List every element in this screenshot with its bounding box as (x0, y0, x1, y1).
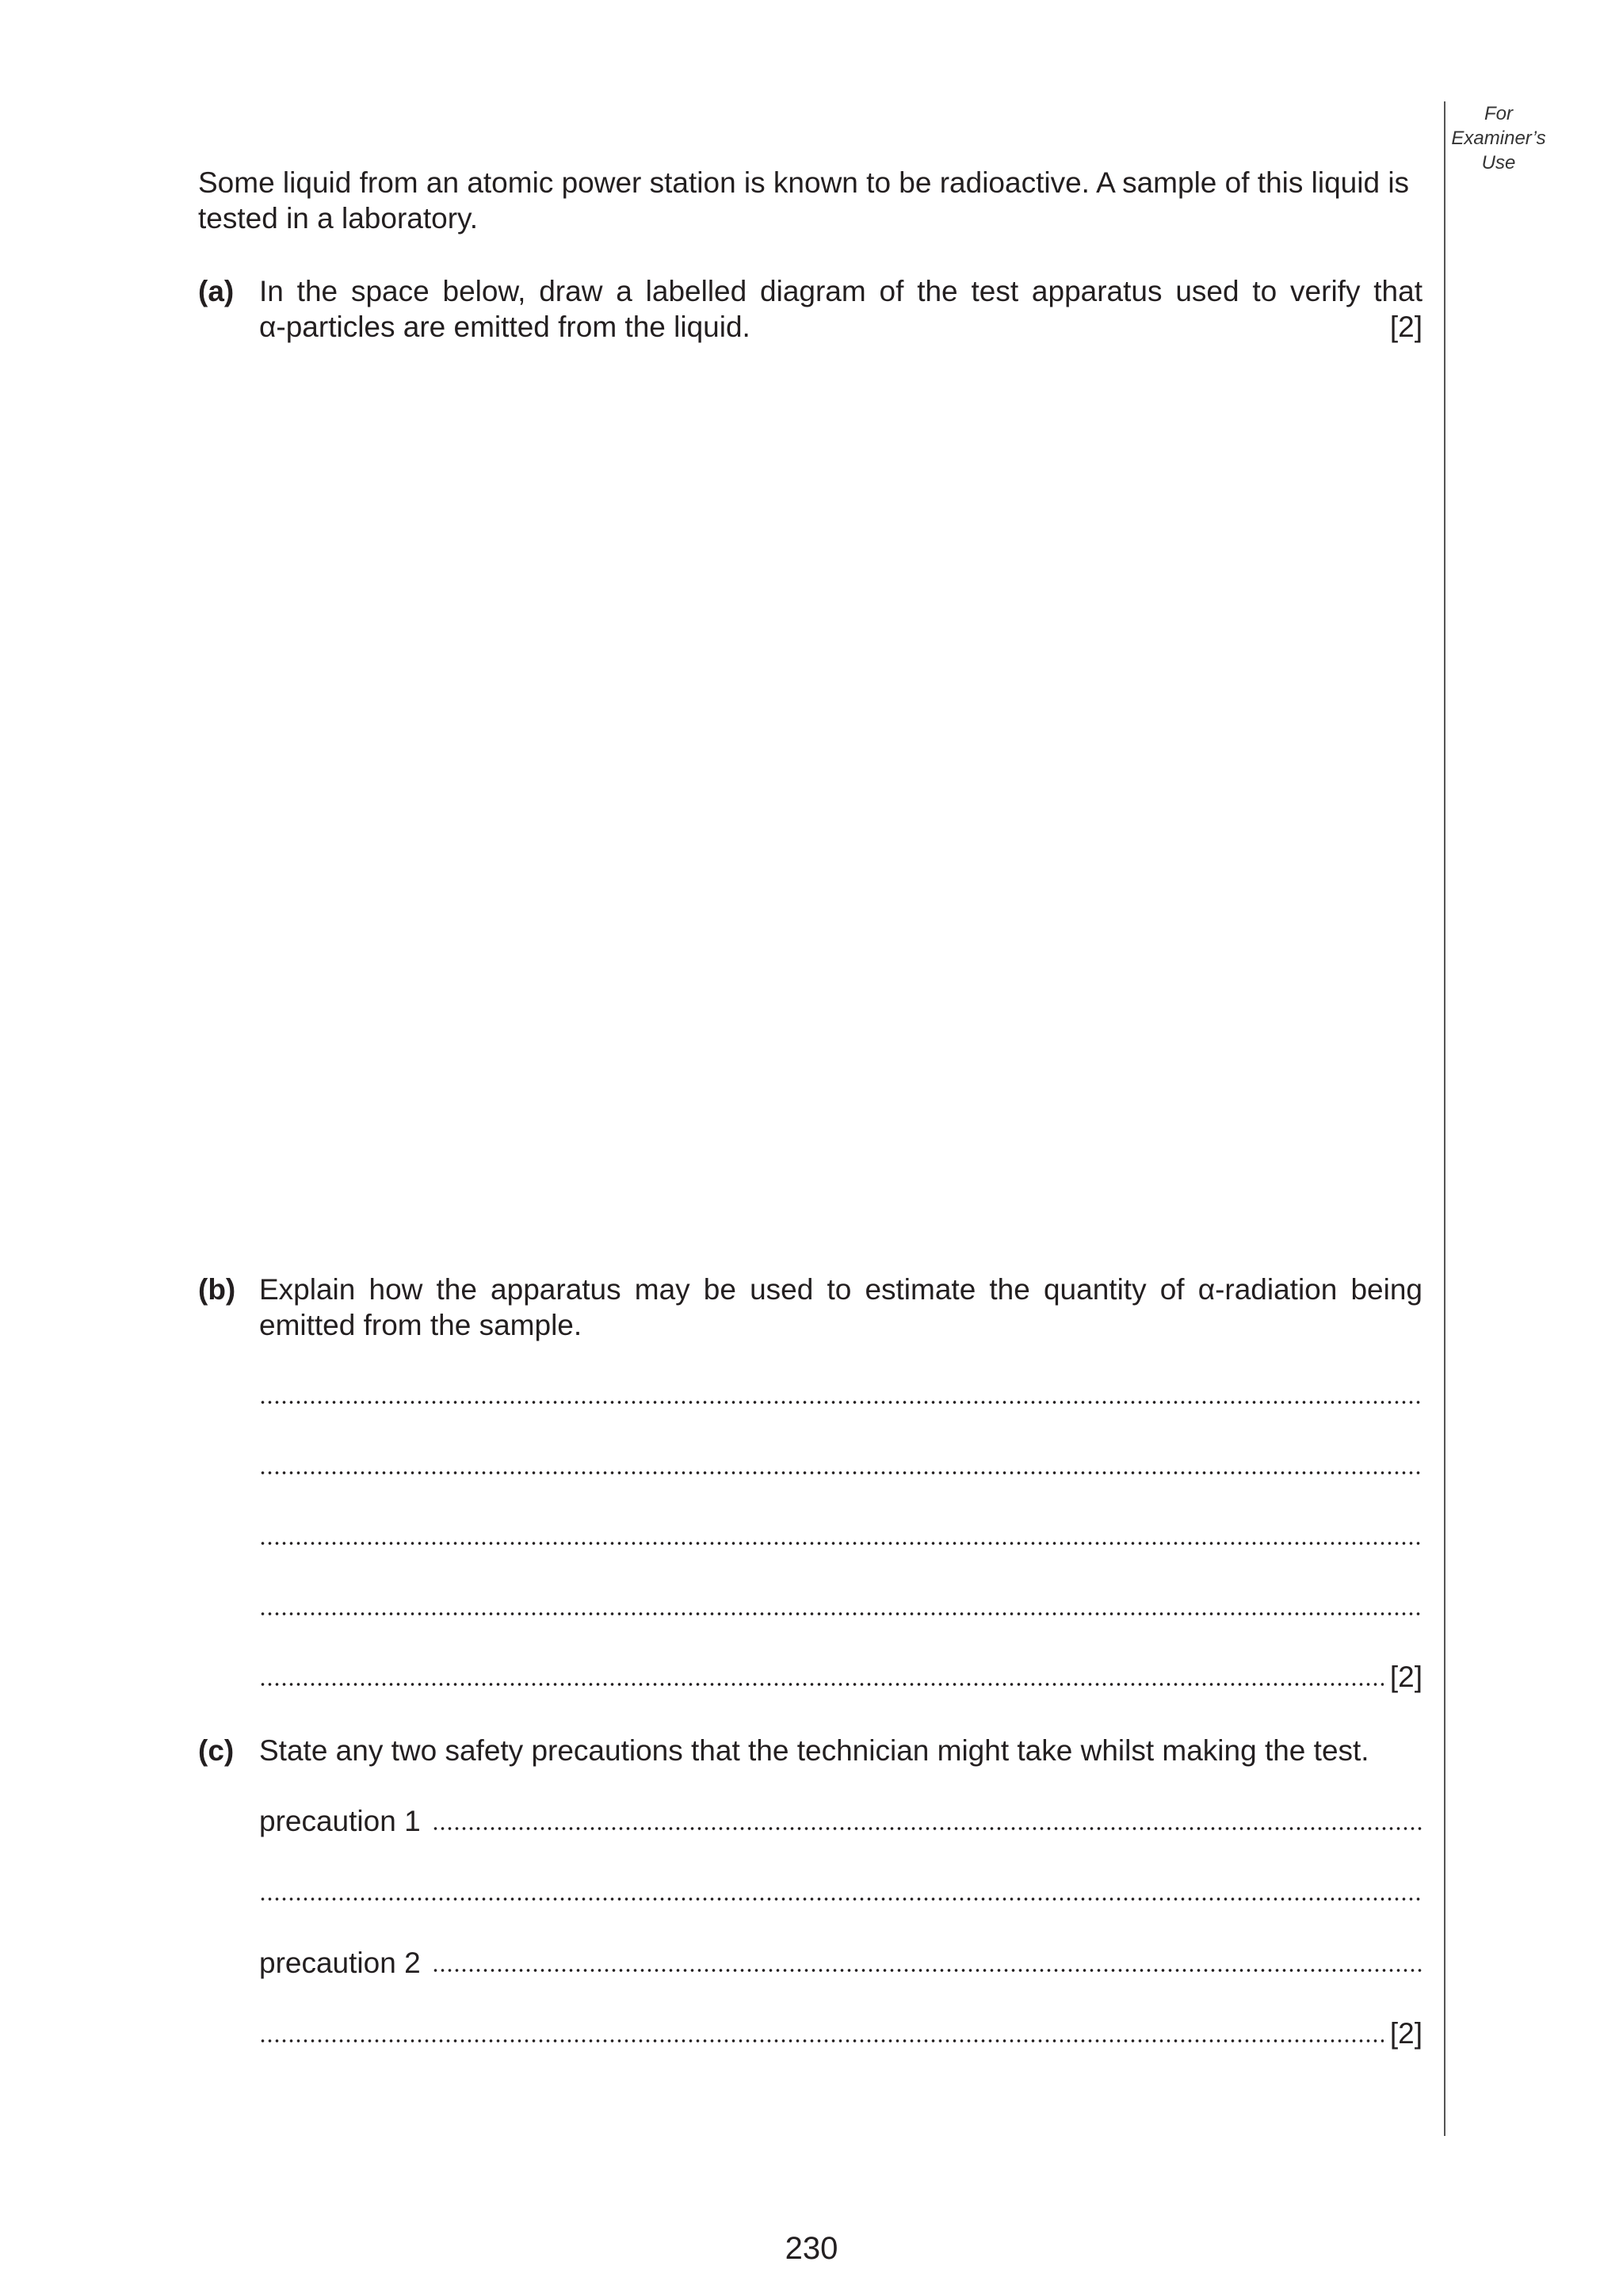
part-a-mark: [2] (1389, 311, 1423, 343)
part-b-answer-line-5[interactable] (259, 1659, 1423, 1695)
part-b-answer-line-4[interactable] (259, 1589, 1423, 1624)
examiner-label-line-1: For (1484, 103, 1513, 124)
precaution-2-row[interactable] (259, 1945, 1423, 1981)
examiner-label-line-3: Use (1481, 152, 1516, 174)
part-b-label: (b) (198, 1273, 236, 1306)
part-b-answer-line-2[interactable] (259, 1447, 1423, 1483)
part-a-line-2: α-particles are emitted from the liquid. (259, 311, 750, 343)
dotted-line (432, 1825, 1423, 1832)
page-number: 230 (785, 2231, 838, 2266)
dotted-line (259, 1470, 1423, 1476)
part-b-answer-line-1[interactable] (259, 1377, 1423, 1413)
dotted-line (259, 1896, 1423, 1902)
dotted-line (259, 2038, 1384, 2044)
part-b-mark: [2] (1389, 1661, 1423, 1693)
part-c-label: (c) (198, 1734, 235, 1767)
precaution-1-row[interactable] (259, 1803, 1423, 1839)
precaution-2-label: precaution 2 (259, 1947, 421, 1979)
part-b-question: Explain how the apparatus may be used to estimate the quantity of α-radiation being emitted from the sample. (259, 1273, 1423, 1341)
part-a-line-2-row (259, 309, 1423, 345)
part-a-label: (a) (198, 275, 235, 307)
dotted-line (259, 1399, 1423, 1405)
question-intro: Some liquid from an atomic power station is known to be radioactive. A sample of this liquid is tested in a laboratory. (198, 166, 1410, 235)
part-b-answer-line-3[interactable] (259, 1518, 1423, 1554)
examiner-label-line-2: Examiner’s (1451, 128, 1546, 149)
part-c-question: State any two safety precautions that the technician might take whilst making the test. (259, 1734, 1369, 1767)
part-c-mark: [2] (1389, 2017, 1423, 2050)
precaution-1-label: precaution 1 (259, 1805, 421, 1837)
examiner-use-label (1447, 101, 1550, 175)
dotted-line (259, 1611, 1423, 1617)
dotted-line (259, 1681, 1384, 1688)
dotted-line (432, 1967, 1423, 1974)
diagram-drawing-space[interactable] (259, 357, 1423, 1252)
part-a-question (259, 273, 1423, 345)
precaution-2-continuation-line[interactable] (259, 2016, 1423, 2051)
part-a-line-1: In the space below, draw a labelled diagram of the test apparatus used to verify that (259, 275, 1423, 307)
precaution-1-continuation-line[interactable] (259, 1874, 1423, 1909)
examiner-margin-rule (1444, 101, 1445, 2136)
dotted-line (259, 1540, 1423, 1547)
